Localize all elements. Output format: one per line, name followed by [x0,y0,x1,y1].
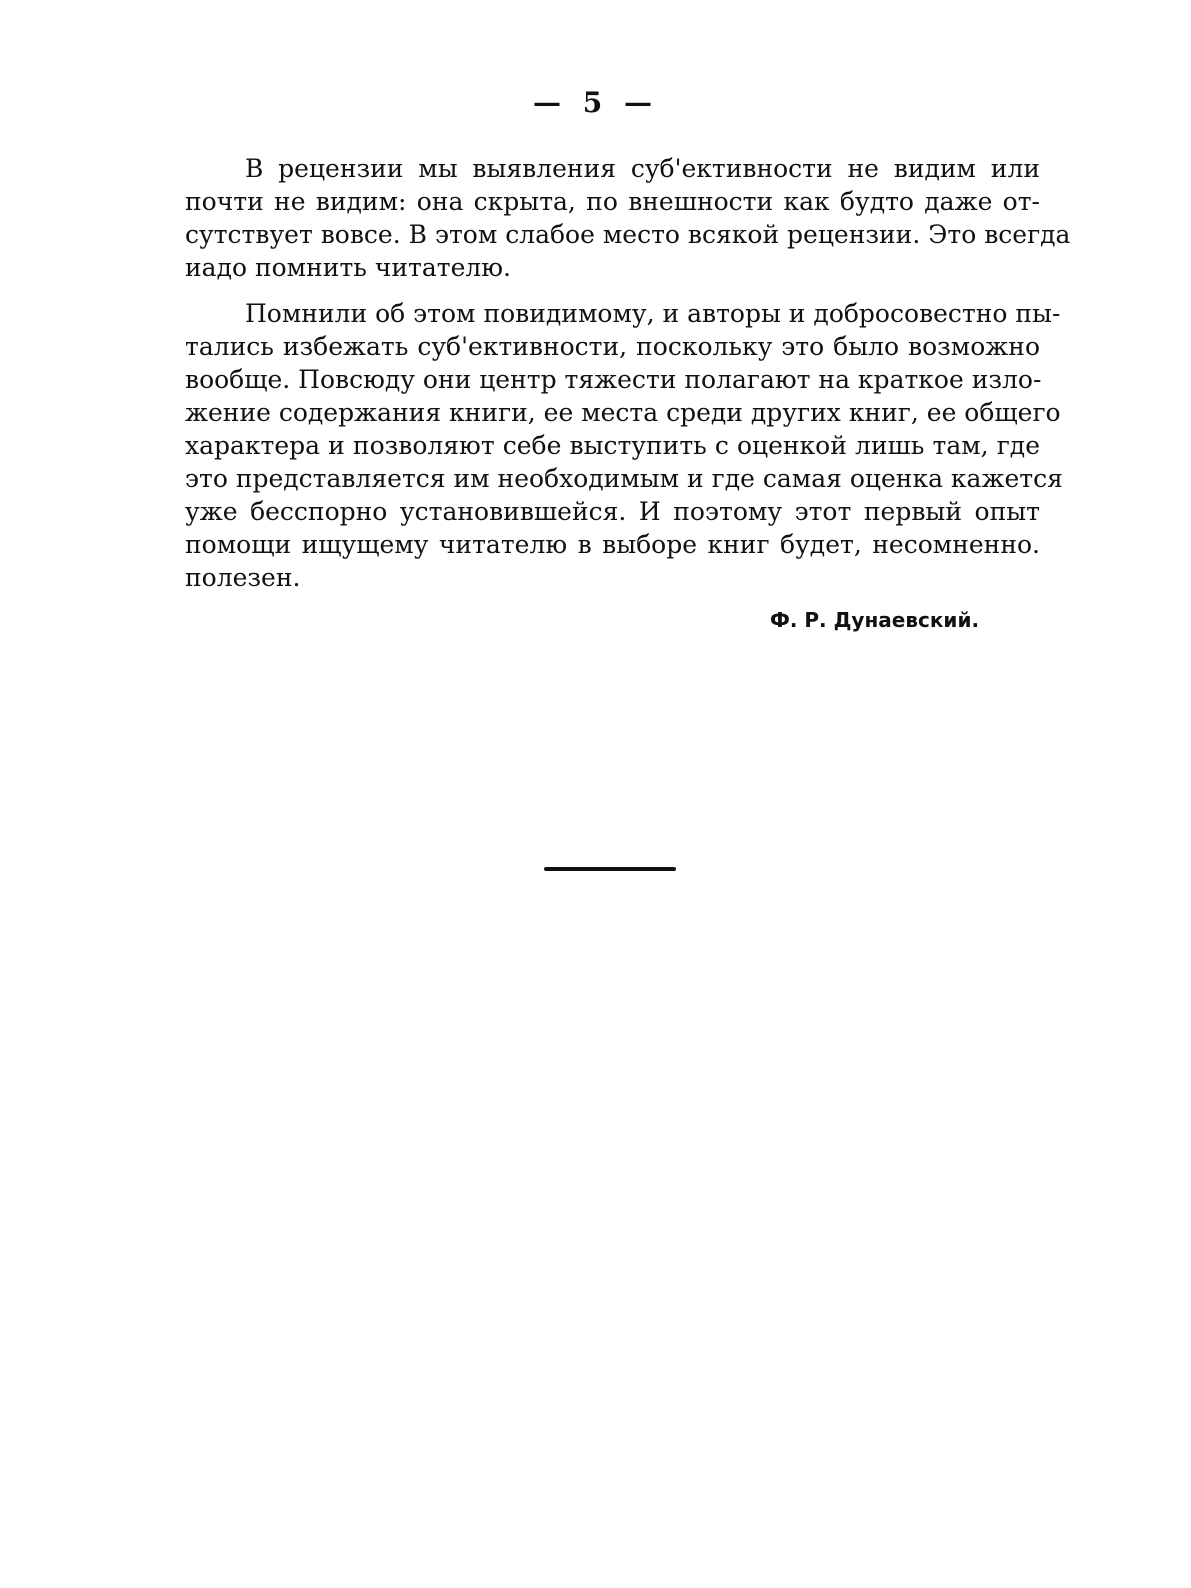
text-line: сутствует вовсе. В этом слабое место всякой рецензии. Это всегда [185,220,1071,249]
text-line: иадо помнить читателю. [185,253,511,282]
text-line: уже бесспорно установившейся. И поэтому этот первый опыт [185,497,1040,526]
page-number: — 5 — [533,86,658,119]
end-ornament-rule [544,867,676,871]
text-line: вообще. Повсюду они центр тяжести полагают на краткое изло- [185,365,1042,394]
paragraph [185,152,1071,284]
text-line: помощи ищущему читателю в выборе книг будет, несомненно. [185,530,1040,559]
text-line: почти не видим: она скрыта, по внешности как будто даже от- [185,187,1040,216]
body-text [185,152,1071,594]
text-line: тались избежать суб'ективности, поскольку это было возможно [185,332,1040,361]
text-line: это представляется им необходимым и где самая оценка кажется [185,464,1063,493]
text-line: Помнили об этом повидимому, и авторы и добросовестно пы- [245,299,1061,328]
text-line: В рецензии мы выявления суб'ективности не видим или [245,154,1040,183]
text-line: жение содержания книги, ее места среди других книг, ее общего [185,398,1061,427]
author-signature: Ф. Р. Дунаевский. [770,608,980,632]
text-line: характера и позволяют себе выступить с оценкой лишь там, где [185,431,1040,460]
text-line: полезен. [185,563,301,592]
paragraph [185,297,1063,594]
